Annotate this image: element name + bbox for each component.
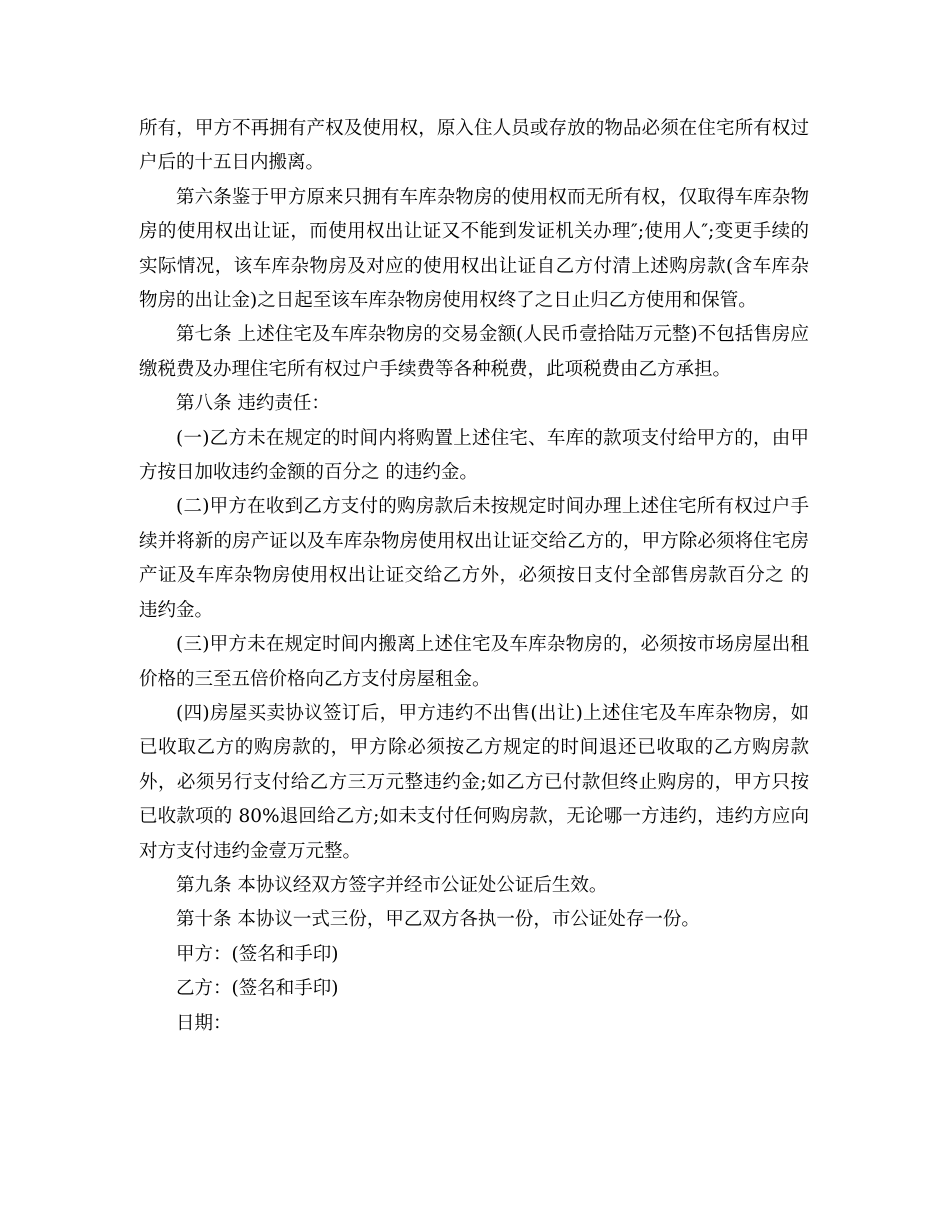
signature-date: 日期： bbox=[176, 1012, 232, 1034]
document-page bbox=[139, 112, 809, 1041]
paragraph-article-10: 第十条 本协议一式三份，甲乙双方各执一份，市公证处存一份。 bbox=[176, 909, 700, 931]
signature-party-b: 乙方：(签名和手印) bbox=[176, 978, 339, 1000]
paragraph-clause-3: (三)甲方未在规定时间内搬离上述住宅及车库杂物房的，必须按市场房屋出租价格的三至五倍价格向乙方支付房屋租金。 bbox=[139, 634, 809, 690]
paragraph-article-8-heading: 第八条 违约责任： bbox=[176, 393, 330, 415]
paragraph-article-7: 第七条 上述住宅及车库杂物房的交易金额(人民币壹拾陆万元整)不包括售房应缴税费及办理住宅所有权过户手续费等各种税费，此项税费由乙方承担。 bbox=[139, 324, 809, 380]
paragraph-ownership-transfer: 所有，甲方不再拥有产权及使用权，原入住人员或存放的物品必须在住宅所有权过户后的十五日内搬离。 bbox=[139, 118, 809, 174]
paragraph-article-9: 第九条 本协议经双方签字并经市公证处公证后生效。 bbox=[176, 874, 608, 896]
paragraph-article-6: 第六条鉴于甲方原来只拥有车库杂物房的使用权而无所有权，仅取得车库杂物房的使用权出让证，而使用权出让证又不能到发证机关办理″;使用人″;变更手续的实际情况，该车库杂物房及对应的使用权出让证自乙方付清上述购房款(含车库杂物房的出让金)之日起至该车库杂物房使用权终了之日止归乙方使用和保管。 bbox=[139, 186, 809, 312]
paragraph-clause-4: (四)房屋买卖协议签订后，甲方违约不出售(出让)上述住宅及车库杂物房，如已收取乙方的购房款的，甲方除必须按乙方规定的时间退还已收取的乙方购房款外，必须另行支付给乙方三万元整违约金;如乙方已付款但终止购房的，甲方只按已收款项的 80%退回给乙方;如未支付任何购房款，无论哪一方违约，违约方应向对方支付违约金壹万元整。 bbox=[139, 702, 809, 862]
signature-party-a: 甲方：(签名和手印) bbox=[176, 943, 339, 965]
paragraph-clause-1: (一)乙方未在规定的时间内将购置上述住宅、车库的款项支付给甲方的，由甲方按日加收违约金额的百分之 的违约金。 bbox=[139, 427, 809, 484]
paragraph-clause-2: (二)甲方在收到乙方支付的购房款后未按规定时间办理上述住宅所有权过户手续并将新的房产证以及车库杂物房使用权出让证交给乙方的，甲方除必须将住宅房产证及车库杂物房使用权出让证交给乙方外，必须按日支付全部售房款百分之 的违约金。 bbox=[139, 496, 809, 621]
